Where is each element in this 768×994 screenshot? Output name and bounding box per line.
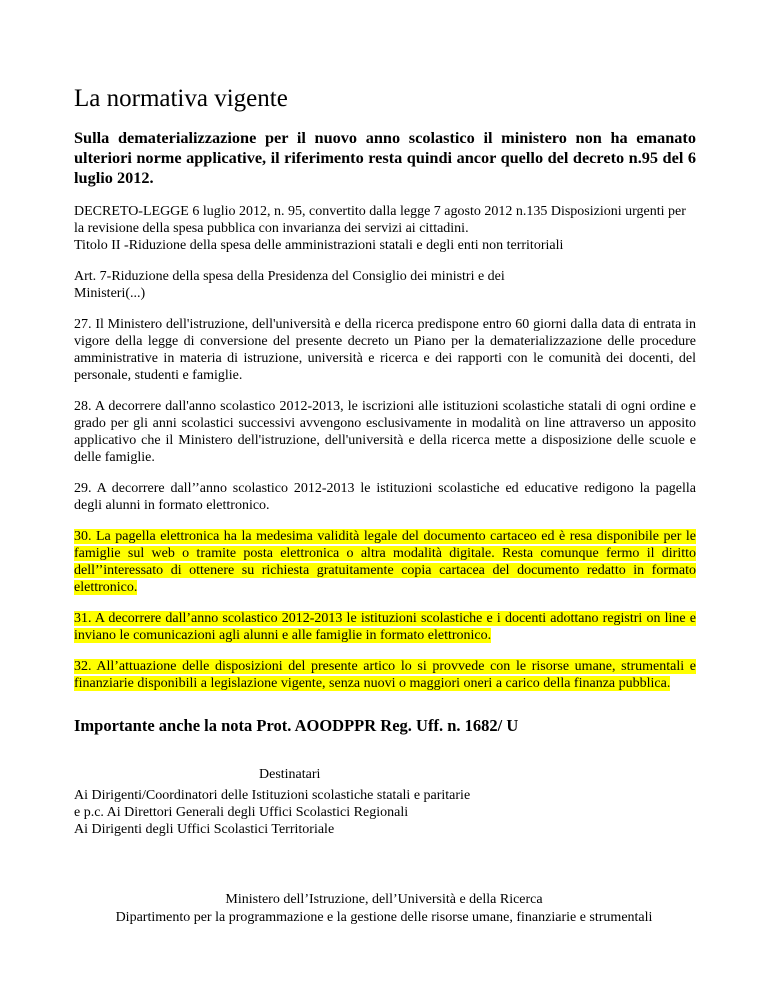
page-title: La normativa vigente xyxy=(74,85,288,112)
lead-paragraph: Sulla dematerializzazione per il nuovo anno scolastico il ministero non ha emanato ulteriori norme applicative, il riferimento resta quindi ancor quello del decreto n.95 del 6 luglio 2012. xyxy=(74,128,696,187)
recipients-block xyxy=(74,766,696,838)
article-line-1: Art. 7-Riduzione della spesa della Presidenza del Consiglio dei ministri e dei xyxy=(74,269,505,284)
highlighted-text: 31. A decorrere dall’anno scolastico 2012-2013 le istituzioni scolastiche e i docenti adottano registri on line e inviano le comunicazioni agli alunni e alle famiglie in formato elettronico. xyxy=(74,611,696,643)
recipient-item: Ai Dirigenti/Coordinatori delle Istituzioni scolastiche statali e paritarie xyxy=(74,788,471,803)
article-line-2: Ministeri(...) xyxy=(74,286,146,301)
recipient-item: e p.c. Ai Direttori Generali degli Uffici Scolastici Regionali xyxy=(74,805,409,820)
decree-line-1: DECRETO-LEGGE 6 luglio 2012, n. 95, convertito dalla legge 7 agosto 2012 n.135 Disposizioni urgenti per la revisione della spesa pubblica con invarianza dei servizi ai cittadini. xyxy=(74,204,686,236)
paragraph-29: 29. A decorrere dall’’anno scolastico 2012-2013 le istituzioni scolastiche ed educative redigono la pagella degli alunni in formato elettronico. xyxy=(74,481,696,513)
highlighted-text: 32. All’attuazione delle disposizioni del presente artico lo si provvede con le risorse umane, strumentali e finanziarie disponibili a legislazione vigente, senza nuovi o maggiori oneri a carico della finanza pubblica. xyxy=(74,659,696,691)
paragraph-31 xyxy=(74,610,696,644)
paragraph-28: 28. A decorrere dall'anno scolastico 2012-2013, le iscrizioni alle istituzioni scolastiche statali di ogni ordine e grado per gli anni scolastici successivi avvengono esclusivamente in modalità on line attraverso un apposito applicativo che il Ministero dell'istruzione, dell'università e della ricerca mette a disposizione delle scuole e delle famiglie. xyxy=(74,399,696,465)
highlighted-text: 30. La pagella elettronica ha la medesima validità legale del documento cartaceo ed è resa disponibile per le famiglie sul web o tramite posta elettronica o altra modalità digitale. Resta comunque fermo il diritto dell’’interessato di ottenere su richiesta gratuitamente copia cartacea del documento redatto in formato elettronico. xyxy=(74,529,696,595)
note-heading: Importante anche la nota Prot. AOODPPR Reg. Uff. n. 1682/ U xyxy=(74,716,519,735)
paragraph-27: 27. Il Ministero dell'istruzione, dell'università e della ricerca predispone entro 60 giorni dalla data di entrata in vigore della legge di conversione del presente decreto un Piano per la dematerializzazione delle procedure amministrative in materia di istruzione, università e ricerca e dei rapporti con le comunità dei docenti, del personale, studenti e famiglie. xyxy=(74,317,696,383)
recipient-item: Ai Dirigenti degli Uffici Scolastici Territoriale xyxy=(74,822,335,837)
footer-line-1: Ministero dell’Istruzione, dell’Università e della Ricerca xyxy=(225,892,543,907)
ministry-footer xyxy=(0,891,768,927)
paragraph-30 xyxy=(74,528,696,596)
decree-reference xyxy=(74,203,696,254)
footer-line-2: Dipartimento per la programmazione e la gestione delle risorse umane, finanziarie e strumentali xyxy=(115,910,653,925)
document-body xyxy=(74,84,696,838)
paragraph-32 xyxy=(74,658,696,692)
decree-line-2: Titolo II -Riduzione della spesa delle amministrazioni statali e degli enti non territoriali xyxy=(74,238,564,253)
recipients-label: Destinatari xyxy=(259,767,321,782)
article-heading xyxy=(74,268,696,302)
